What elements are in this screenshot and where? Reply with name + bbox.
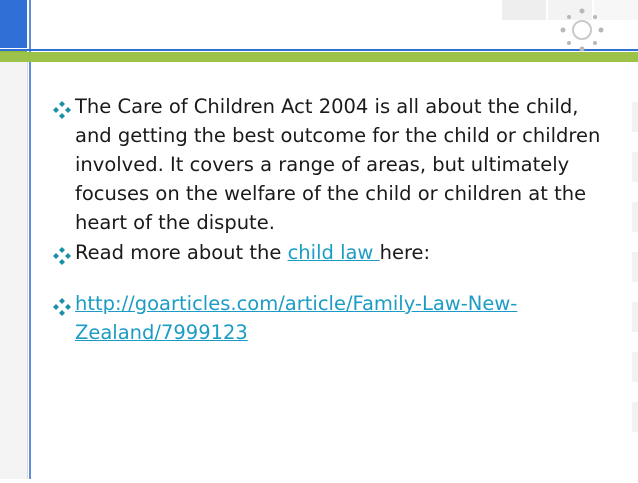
diamond-bullet-icon bbox=[53, 244, 71, 262]
right-decoration bbox=[630, 62, 638, 479]
bullet-text-suffix: here: bbox=[379, 241, 431, 264]
diamond-bullet-icon bbox=[53, 295, 71, 313]
bullet-text-prefix: Read more about the bbox=[75, 241, 288, 264]
bullet-item bbox=[53, 238, 613, 267]
bullet-text: The Care of Children Act 2004 is all about the child, and getting the best outcome for the child or children involved. It covers a range of areas, but ultimately focuses on the welfare of the child or children at the heart of the dispute. bbox=[75, 95, 601, 234]
left-gray-panel bbox=[0, 62, 28, 479]
left-vertical-line bbox=[29, 0, 31, 479]
bullet-item bbox=[53, 92, 613, 237]
left-blue-block bbox=[0, 0, 27, 48]
diamond-bullet-icon bbox=[53, 98, 71, 116]
bullet-item bbox=[53, 289, 613, 347]
slide-content bbox=[53, 92, 613, 347]
child-law-link[interactable]: child law bbox=[287, 241, 380, 264]
article-url-link[interactable]: http://goarticles.com/article/Family-Law-New-Zealand/7999123 bbox=[75, 292, 518, 344]
top-blue-rule bbox=[0, 49, 638, 51]
top-decoration-squares bbox=[456, 0, 638, 48]
left-decoration bbox=[0, 0, 32, 479]
sun-icon bbox=[558, 6, 606, 54]
top-green-rule bbox=[0, 52, 638, 62]
